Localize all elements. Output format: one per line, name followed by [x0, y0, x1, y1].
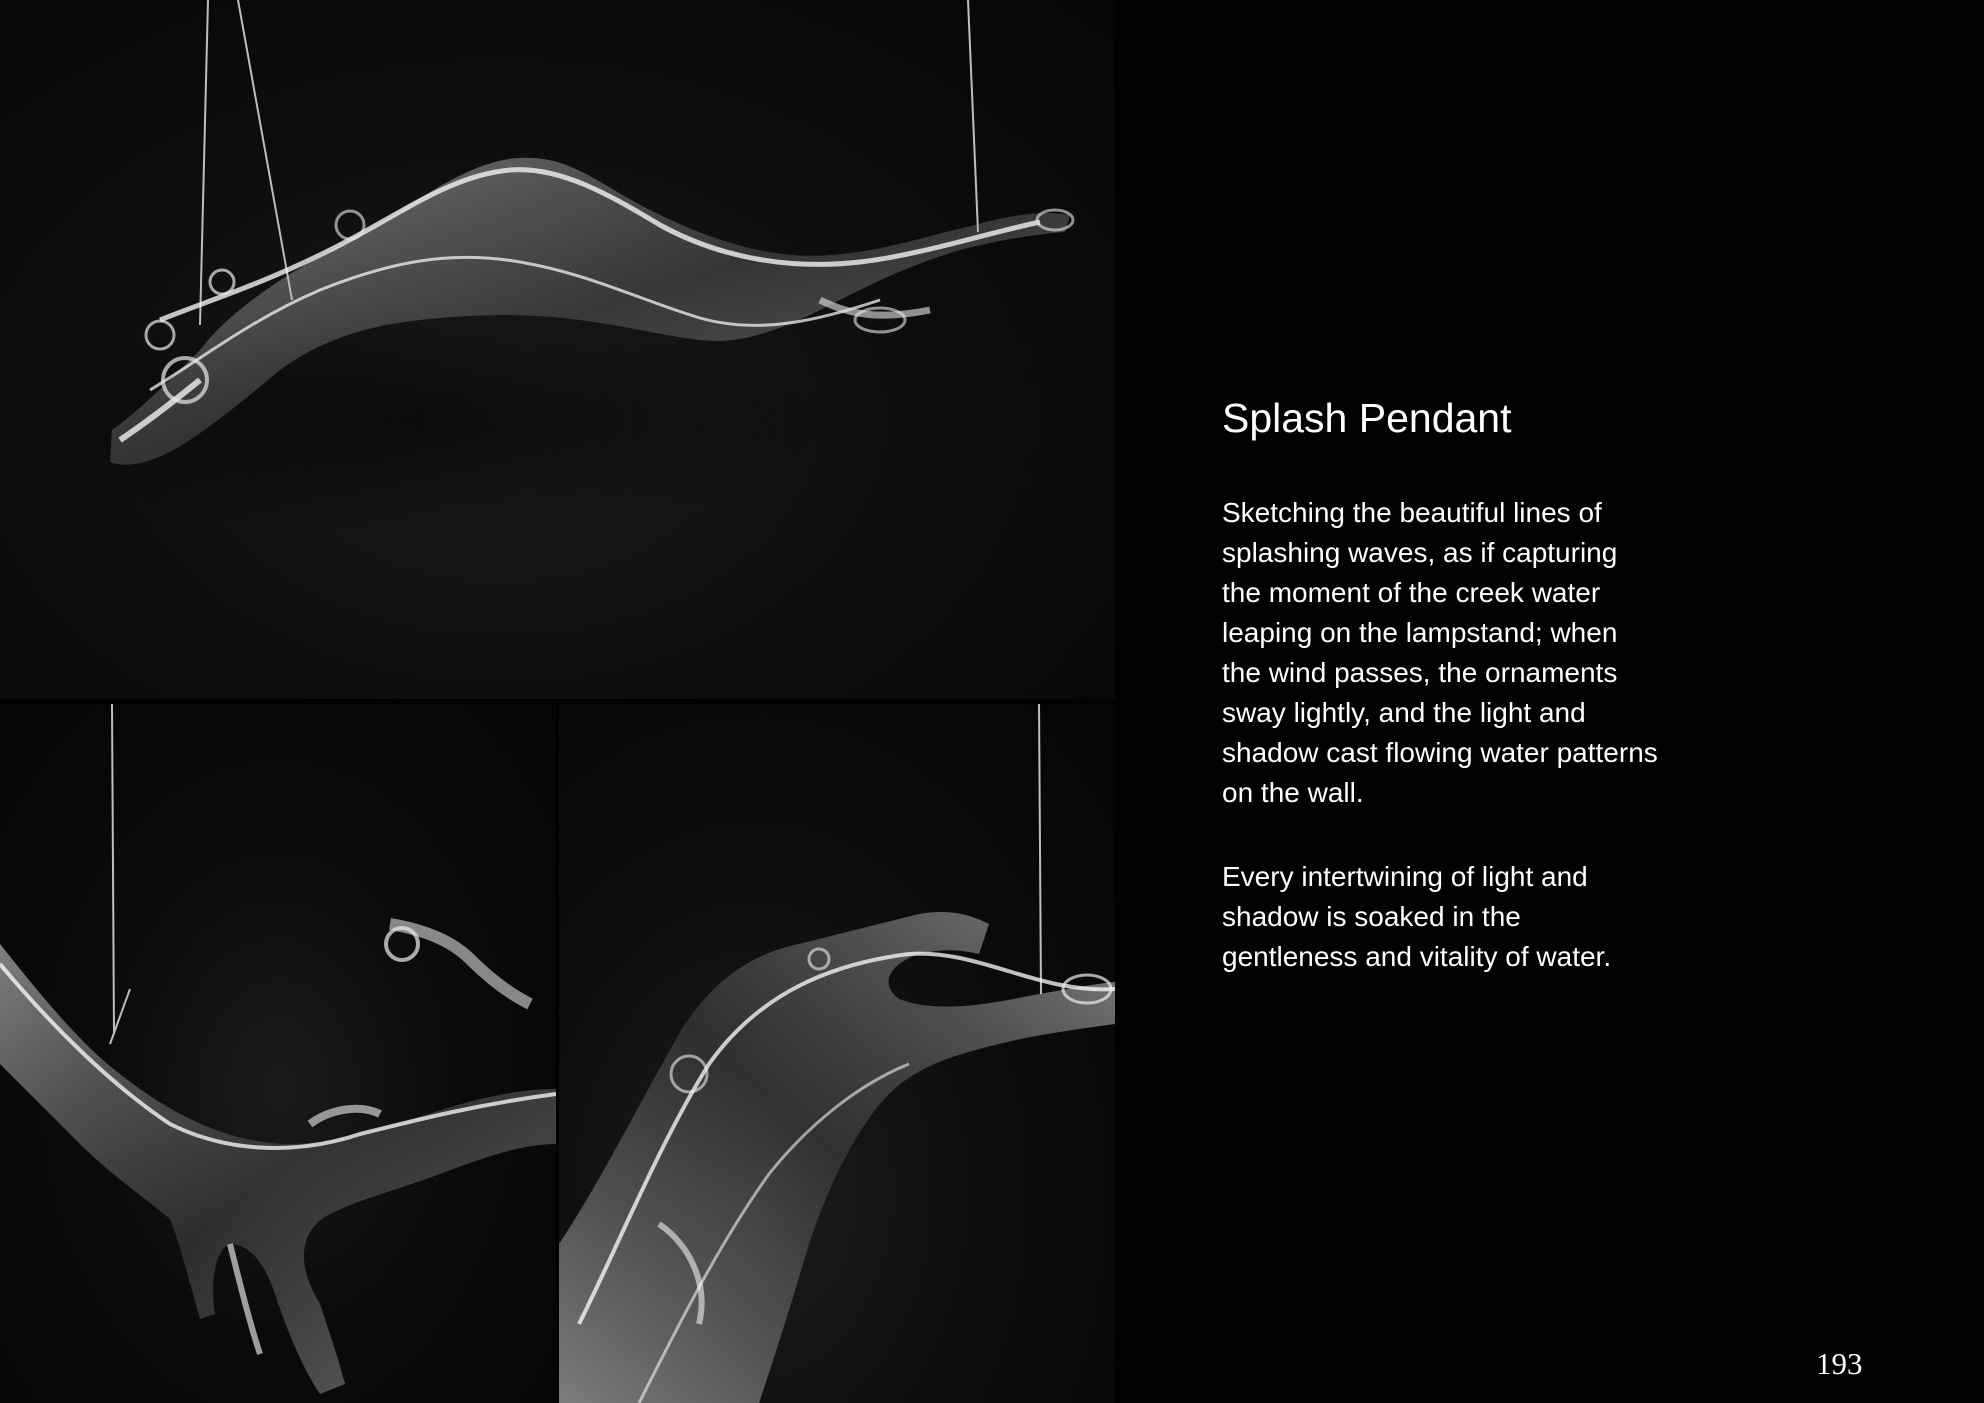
- glass-pendant-image: [0, 0, 1115, 699]
- glass-pendant-detail-image: [0, 704, 556, 1403]
- photo-pendant-full: [0, 0, 1115, 699]
- product-title: Splash Pendant: [1222, 395, 1512, 441]
- description-paragraph-2: Every intertwining of light and shadow is soaked in the gentleness and vitality of water.: [1222, 861, 1612, 972]
- photo-pendant-detail-left: [0, 704, 556, 1403]
- page-number: 193: [1816, 1346, 1863, 1381]
- description-paragraph-1: Sketching the beautiful lines of splashing waves, as if capturing the moment of the creek water leaping on the lampstand; when the wind passes, the ornaments sway lightly, and the light and shadow cast flowing water patterns on the wall.: [1222, 497, 1658, 808]
- glass-pendant-detail-image-2: [559, 704, 1115, 1403]
- photo-pendant-detail-right: [559, 704, 1115, 1403]
- product-description: [1222, 393, 1742, 1021]
